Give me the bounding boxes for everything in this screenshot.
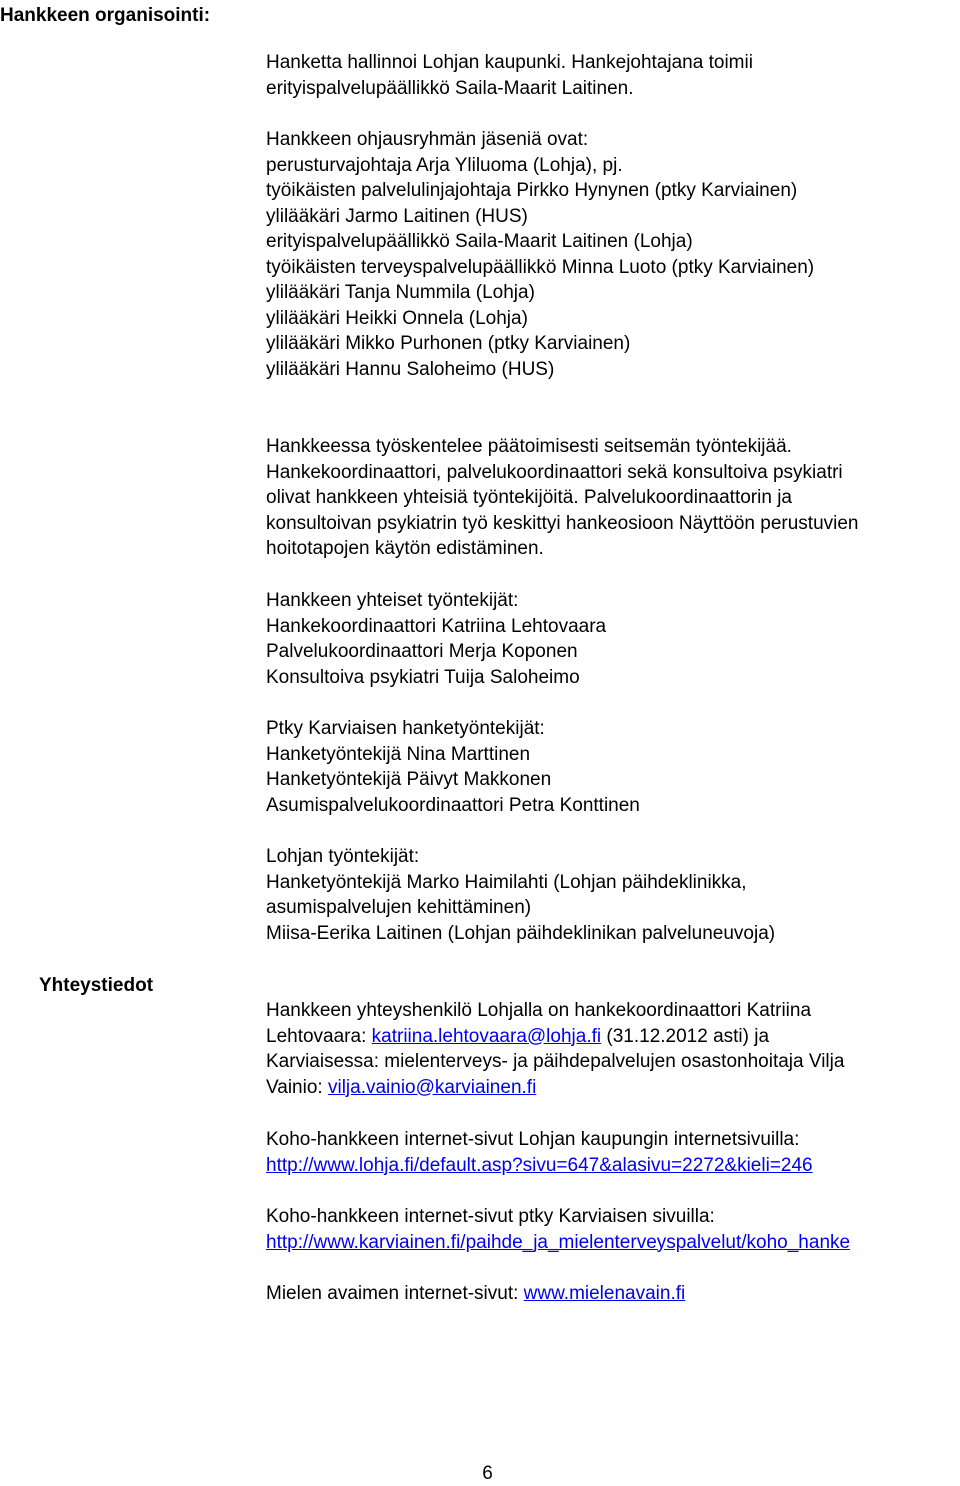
staff-paragraph-line: konsultoivan psykiatrin työ keskittyi hankeosioon Näyttöön perustuvien	[266, 512, 859, 534]
email-link-karviainen[interactable]: vilja.vainio@karviainen.fi	[327, 1076, 537, 1098]
shared-staff-member: Palvelukoordinaattori Merja Koponen	[266, 641, 578, 662]
web-karviainen	[266, 1204, 958, 1255]
email-link-lohja[interactable]: katriina.lehtovaara@lohja.fi	[371, 1025, 602, 1047]
contacts-line: Karviaisessa: mielenterveys- ja päihdepalvelujen osastonhoitaja Vilja	[266, 1051, 845, 1072]
shared-staff-member: Hankekoordinaattori Katriina Lehtovaara	[266, 615, 607, 637]
karviainen-staff-title: Ptky Karviaisen hanketyöntekijät:	[266, 718, 545, 739]
steering-group-intro: Hankkeen ohjausryhmän jäseniä ovat:	[266, 129, 589, 150]
steering-group-member: erityispalvelupäällikkö Saila-Maarit Laitinen (Lohja)	[266, 231, 693, 252]
contacts-line-text: Lehtovaara:	[266, 1025, 372, 1047]
steering-group-member: ylilääkäri Mikko Purhonen (ptky Karviainen)	[266, 333, 631, 354]
contacts-line: Hankkeen yhteyshenkilö Lohjalla on hankekoordinaattori Katriina	[266, 1000, 812, 1021]
staff-paragraph-line: olivat hankkeen yhteisiä työntekijöitä. Palvelukoordinaattorin ja	[266, 487, 792, 508]
web-karviainen-url-line	[266, 1230, 958, 1256]
karviainen-staff-member: Hanketyöntekijä Päivyt Makkonen	[266, 769, 552, 790]
lohja-staff-member: Miisa-Eerika Laitinen (Lohjan päihdeklinikan palveluneuvoja)	[266, 922, 776, 944]
shared-staff-title: Hankkeen yhteiset työntekijät:	[266, 590, 519, 611]
lohja-staff-member: Hanketyöntekijä Marko Haimilahti (Lohjan päihdeklinikka,	[266, 871, 747, 893]
shared-staff	[266, 588, 958, 690]
karviainen-staff-member: Asumispalvelukoordinaattori Petra Konttinen	[266, 794, 640, 816]
contacts-line-text: Vainio:	[266, 1076, 328, 1098]
page-number: 6	[482, 1463, 493, 1484]
lohja-staff	[266, 844, 958, 946]
web-lohja-link[interactable]: http://www.lohja.fi/default.asp?sivu=647&alasivu=2272&kieli=246	[266, 1154, 813, 1176]
steering-group-member: ylilääkäri Heikki Onnela (Lohja)	[266, 307, 528, 329]
web-karviainen-link[interactable]: http://www.karviainen.fi/paihde_ja_mielenterveyspalvelut/koho_hanke	[266, 1231, 851, 1253]
web-lohja-url-line	[266, 1153, 958, 1179]
web-lohja	[266, 1127, 958, 1178]
web-mielenavain-link[interactable]: www.mielenavain.fi	[523, 1283, 686, 1304]
steering-group-member: työikäisten terveyspalvelupäällikkö Minna Luoto (ptky Karviainen)	[266, 256, 815, 278]
contacts-paragraph	[266, 998, 958, 1100]
steering-group-member: ylilääkäri Tanja Nummila (Lohja)	[266, 282, 535, 303]
staff-paragraph-line: Hankekoordinaattori, palvelukoordinaattori sekä konsultoiva psykiatri	[266, 461, 843, 483]
section-heading-organisation: Hankkeen organisointi:	[0, 5, 211, 26]
contacts-line	[266, 1075, 958, 1101]
contacts-line-text: (31.12.2012 asti) ja	[601, 1025, 770, 1047]
lohja-staff-member: asumispalvelujen kehittäminen)	[266, 897, 532, 918]
section-heading-contacts: Yhteystiedot	[39, 975, 154, 996]
karviainen-staff	[266, 716, 958, 818]
web-mielenavain	[266, 1281, 958, 1307]
web-mielenavain-text: Mielen avaimen internet-sivut:	[266, 1283, 524, 1304]
shared-staff-member: Konsultoiva psykiatri Tuija Saloheimo	[266, 666, 580, 688]
staff-paragraph	[266, 434, 958, 562]
lohja-staff-title: Lohjan työntekijät:	[266, 846, 420, 867]
web-karviainen-text: Koho-hankkeen internet-sivut ptky Karviaisen sivuilla:	[266, 1206, 715, 1227]
steering-group-member: perusturvajohtaja Arja Yliluoma (Lohja), pj.	[266, 154, 623, 176]
management-line: erityispalvelupäällikkö Saila-Maarit Laitinen.	[266, 77, 634, 99]
staff-paragraph-line: Hankkeessa työskentelee päätoimisesti seitsemän työntekijää.	[266, 436, 792, 457]
web-mielenavain-line	[266, 1281, 958, 1307]
staff-paragraph-line: hoitotapojen käytön edistäminen.	[266, 538, 544, 559]
contacts-line	[266, 1024, 958, 1050]
management-paragraph	[266, 50, 958, 101]
management-line: Hanketta hallinnoi Lohjan kaupunki. Hankejohtajana toimii	[266, 52, 753, 73]
karviainen-staff-member: Hanketyöntekijä Nina Marttinen	[266, 743, 531, 765]
web-lohja-text: Koho-hankkeen internet-sivut Lohjan kaupungin internetsivuilla:	[266, 1129, 800, 1150]
steering-group-member: ylilääkäri Jarmo Laitinen (HUS)	[266, 205, 528, 227]
steering-group	[266, 127, 958, 382]
steering-group-member: ylilääkäri Hannu Saloheimo (HUS)	[266, 358, 555, 380]
steering-group-member: työikäisten palvelulinjajohtaja Pirkko Hynynen (ptky Karviainen)	[266, 180, 798, 201]
